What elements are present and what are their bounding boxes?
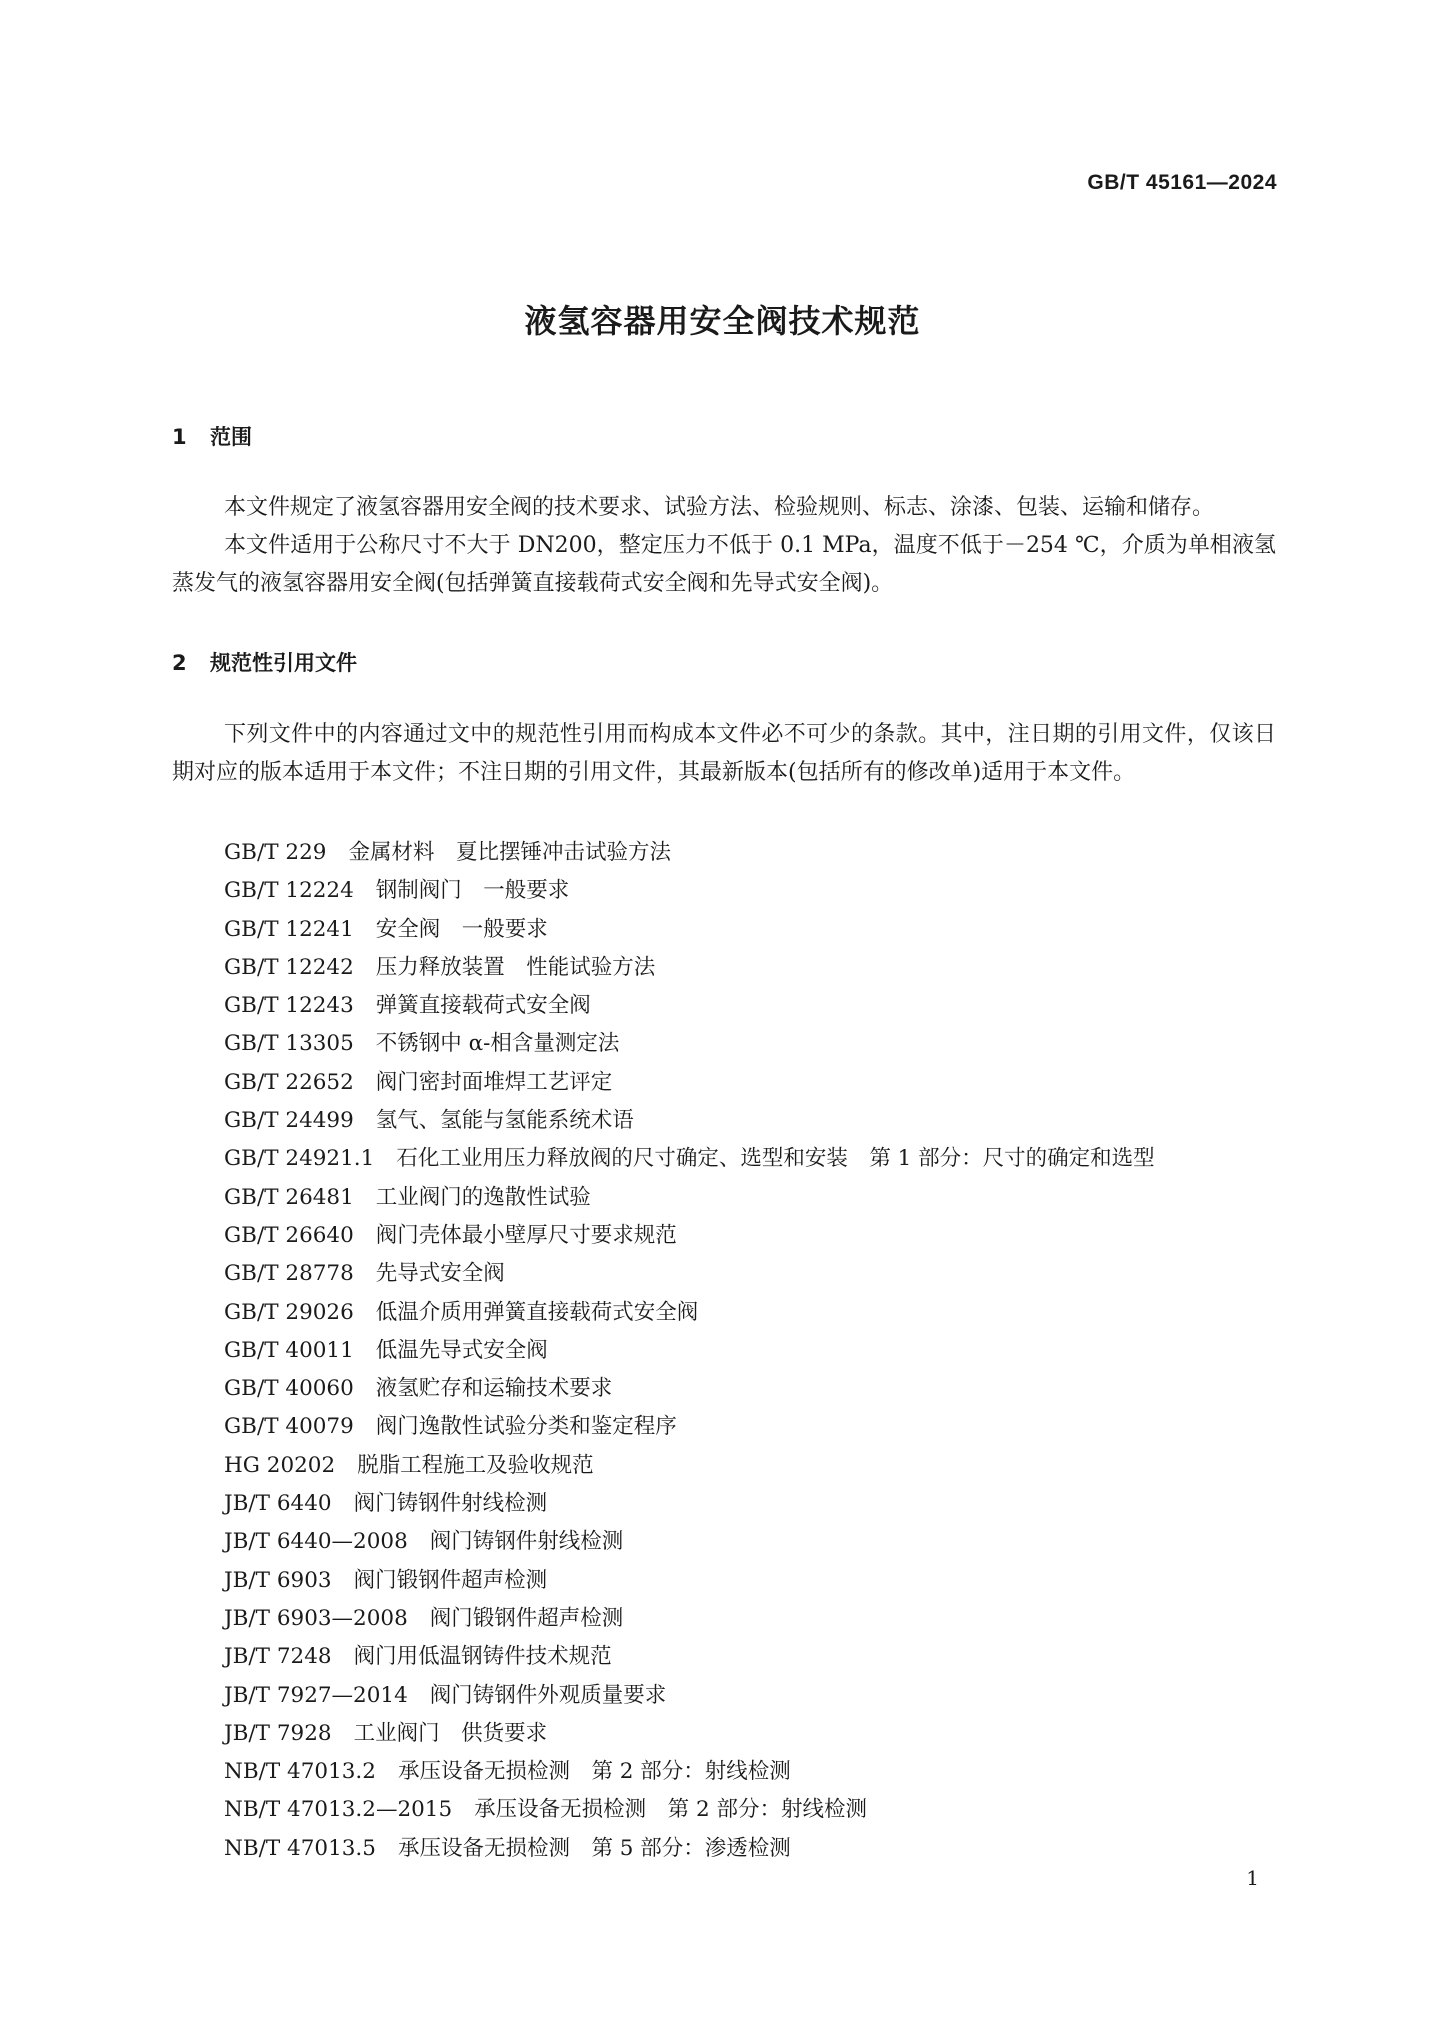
reference-item [224, 1600, 1155, 1638]
reference-code: GB/T 22652 [224, 1069, 354, 1095]
reference-item [224, 1140, 1155, 1178]
reference-item [224, 1715, 1155, 1753]
reference-code: GB/T 12242 [224, 954, 354, 980]
section-number: 2 [172, 651, 187, 675]
reference-code: GB/T 40060 [224, 1376, 354, 1402]
reference-code: GB/T 29026 [224, 1299, 354, 1325]
reference-title: 阀门铸钢件外观质量要求 [429, 1682, 667, 1708]
reference-code: GB/T 229 [224, 840, 327, 865]
reference-title: 工业阀门 供货要求 [353, 1720, 548, 1746]
document-title: 液氢容器用安全阀技术规范 [524, 302, 921, 340]
reference-item [224, 911, 1155, 949]
reference-code: GB/T 26481 [224, 1184, 354, 1210]
reference-item [224, 834, 1155, 872]
paragraph: 下列文件中的内容通过文中的规范性引用而构成本文件必不可少的条款。其中，注日期的引用文件，仅该日期对应的版本适用于本文件；不注日期的引用文件，其最新版本(包括所有的修改单)适用于本文件。 [172, 722, 1276, 785]
reference-title: 工业阀门的逸散性试验 [375, 1184, 591, 1210]
section-number: 1 [172, 425, 187, 449]
reference-code: JB/T 6903 [224, 1567, 332, 1593]
reference-code: NB/T 47013.2 [224, 1759, 376, 1785]
reference-item [224, 1638, 1155, 1676]
reference-title: 安全阀 一般要求 [375, 916, 548, 942]
reference-item [224, 1025, 1155, 1063]
reference-title: 脱脂工程施工及验收规范 [357, 1452, 594, 1478]
reference-code: JB/T 7248 [224, 1644, 332, 1670]
reference-code: JB/T 6440—2008 [224, 1529, 408, 1555]
reference-item [224, 1447, 1155, 1485]
reference-code: JB/T 7927—2014 [224, 1682, 408, 1708]
reference-code: HG 20202 [224, 1452, 336, 1478]
reference-item [224, 1408, 1155, 1446]
reference-title: 钢制阀门 一般要求 [375, 878, 570, 904]
reference-item [224, 1523, 1155, 1561]
reference-title: 不锈钢中 α-相含量测定法 [375, 1031, 620, 1057]
reference-item [224, 949, 1155, 987]
reference-title: 阀门铸钢件射线检测 [429, 1529, 624, 1555]
reference-list [224, 834, 1155, 1868]
reference-title: 阀门用低温钢铸件技术规范 [353, 1644, 612, 1670]
reference-title: 阀门密封面堆焊工艺评定 [375, 1069, 613, 1095]
reference-item [224, 1179, 1155, 1217]
reference-code: GB/T 24921.1 [224, 1146, 375, 1172]
reference-item [224, 1064, 1155, 1102]
reference-title: 承压设备无损检测 第 2 部分：射线检测 [474, 1797, 868, 1823]
reference-item [224, 1294, 1155, 1332]
reference-title: 阀门锻钢件超声检测 [353, 1567, 548, 1593]
reference-title: 阀门铸钢件射线检测 [353, 1491, 548, 1517]
reference-item [224, 1332, 1155, 1370]
reference-item [224, 1217, 1155, 1255]
reference-code: JB/T 7928 [224, 1720, 332, 1746]
reference-code: GB/T 28778 [224, 1261, 354, 1287]
reference-title: 阀门锻钢件超声检测 [429, 1605, 624, 1631]
reference-title: 弹簧直接载荷式安全阀 [375, 993, 591, 1019]
reference-code: GB/T 40079 [224, 1414, 354, 1440]
section-title: 范围 [210, 425, 252, 449]
reference-title: 金属材料 夏比摆锤冲击试验方法 [348, 840, 671, 865]
section-1-heading [172, 421, 252, 451]
reference-title: 低温先导式安全阀 [375, 1337, 548, 1363]
reference-code: GB/T 40011 [224, 1337, 354, 1363]
page-number: 1 [1246, 1866, 1259, 1890]
reference-item [224, 1370, 1155, 1408]
reference-item [224, 872, 1155, 910]
reference-title: 低温介质用弹簧直接载荷式安全阀 [375, 1299, 699, 1325]
reference-title: 液氢贮存和运输技术要求 [375, 1376, 613, 1402]
reference-code: GB/T 24499 [224, 1108, 354, 1134]
reference-code: JB/T 6903—2008 [224, 1605, 408, 1631]
reference-code: GB/T 12243 [224, 993, 354, 1019]
reference-title: 承压设备无损检测 第 5 部分：渗透检测 [397, 1835, 791, 1861]
reference-item [224, 987, 1155, 1025]
reference-item [224, 1562, 1155, 1600]
paragraph: 本文件适用于公称尺寸不大于 DN200，整定压力不低于 0.1 MPa，温度不低于－254 ℃，介质为单相液氢蒸发气的液氢容器用安全阀(包括弹簧直接载荷式安全阀和先导式安全阀)。 [172, 533, 1276, 596]
standard-number: GB/T 45161—2024 [1087, 171, 1277, 194]
reference-title: 压力释放装置 性能试验方法 [375, 954, 656, 980]
reference-title: 先导式安全阀 [375, 1261, 505, 1287]
reference-title: 阀门逸散性试验分类和鉴定程序 [375, 1414, 677, 1440]
reference-item [224, 1485, 1155, 1523]
reference-item [224, 1102, 1155, 1140]
reference-item [224, 1677, 1155, 1715]
reference-title: 石化工业用压力释放阀的尺寸确定、选型和安装 第 1 部分：尺寸的确定和选型 [396, 1146, 1155, 1172]
reference-code: GB/T 26640 [224, 1222, 354, 1248]
reference-code: GB/T 13305 [224, 1031, 354, 1057]
reference-item [224, 1753, 1155, 1791]
reference-code: GB/T 12241 [224, 916, 354, 942]
reference-code: JB/T 6440 [224, 1491, 332, 1517]
section-2-heading [172, 647, 357, 677]
reference-title: 阀门壳体最小壁厚尺寸要求规范 [375, 1222, 677, 1248]
reference-item [224, 1255, 1155, 1293]
reference-title: 承压设备无损检测 第 2 部分：射线检测 [397, 1759, 791, 1785]
reference-item [224, 1791, 1155, 1829]
reference-item [224, 1830, 1155, 1868]
reference-code: NB/T 47013.5 [224, 1835, 376, 1861]
reference-code: GB/T 12224 [224, 878, 354, 904]
section-title: 规范性引用文件 [210, 651, 357, 675]
paragraph: 本文件规定了液氢容器用安全阀的技术要求、试验方法、检验规则、标志、涂漆、包装、运输和储存。 [224, 495, 1215, 520]
reference-code: NB/T 47013.2—2015 [224, 1797, 453, 1823]
reference-title: 氢气、氢能与氢能系统术语 [375, 1108, 634, 1134]
